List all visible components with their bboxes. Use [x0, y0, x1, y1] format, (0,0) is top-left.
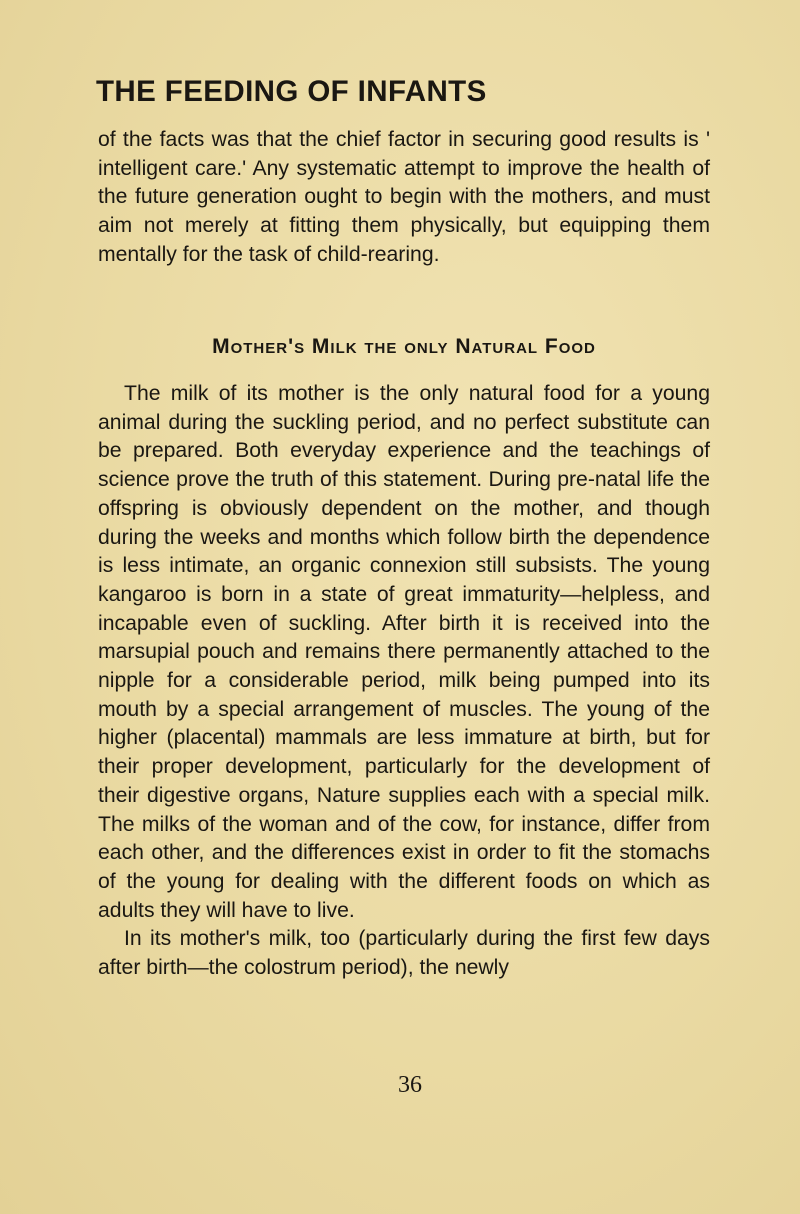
running-title: THE FEEDING OF INFANTS: [96, 75, 487, 108]
section-heading: Mother's Milk the only Natural Food: [212, 335, 596, 358]
opening-paragraph: of the facts was that the chief factor in securing good results is ' intelligent care.' Any systematic attempt to improve the health of the future generation ought to begin with the mothers, and must aim not merely at fitting them physically, but equipping them mentally for the task of child-rearing.: [98, 128, 710, 266]
section-body: [98, 380, 710, 983]
section-paragraph: The milk of its mother is the only natural food for a young animal during the suckling period, and no perfect substitute can be prepared. Both everyday experience and the teachings of science prove the truth of this statement. During pre-natal life the offspring is obviously dependent on the mother, and though during the weeks and months which follow birth the dependence is less intimate, an organic connexion still subsists. The young kangaroo is born in a state of great immaturity—helpless, and incapable even of suckling. After birth it is received into the marsupial pouch and remains there permanently attached to the nipple for a considerable period, milk being pumped into its mouth by a special arrangement of muscles. The young of the higher (placental) mammals are less immature at birth, but for their proper development, particularly for the development of their digestive organs, Nature supplies each with a special milk. The milks of the woman and of the cow, for instance, differ from each other, and the differences exist in order to fit the stomachs of the young for dealing with the different foods on which as adults they will have to live.: [98, 382, 710, 922]
opening-paragraph-block: [98, 126, 710, 270]
page-number: 36: [398, 1072, 422, 1098]
section-paragraph-continued: In its mother's milk, too (particularly during the first few days after birth—the colostrum period), the newly: [98, 927, 710, 980]
